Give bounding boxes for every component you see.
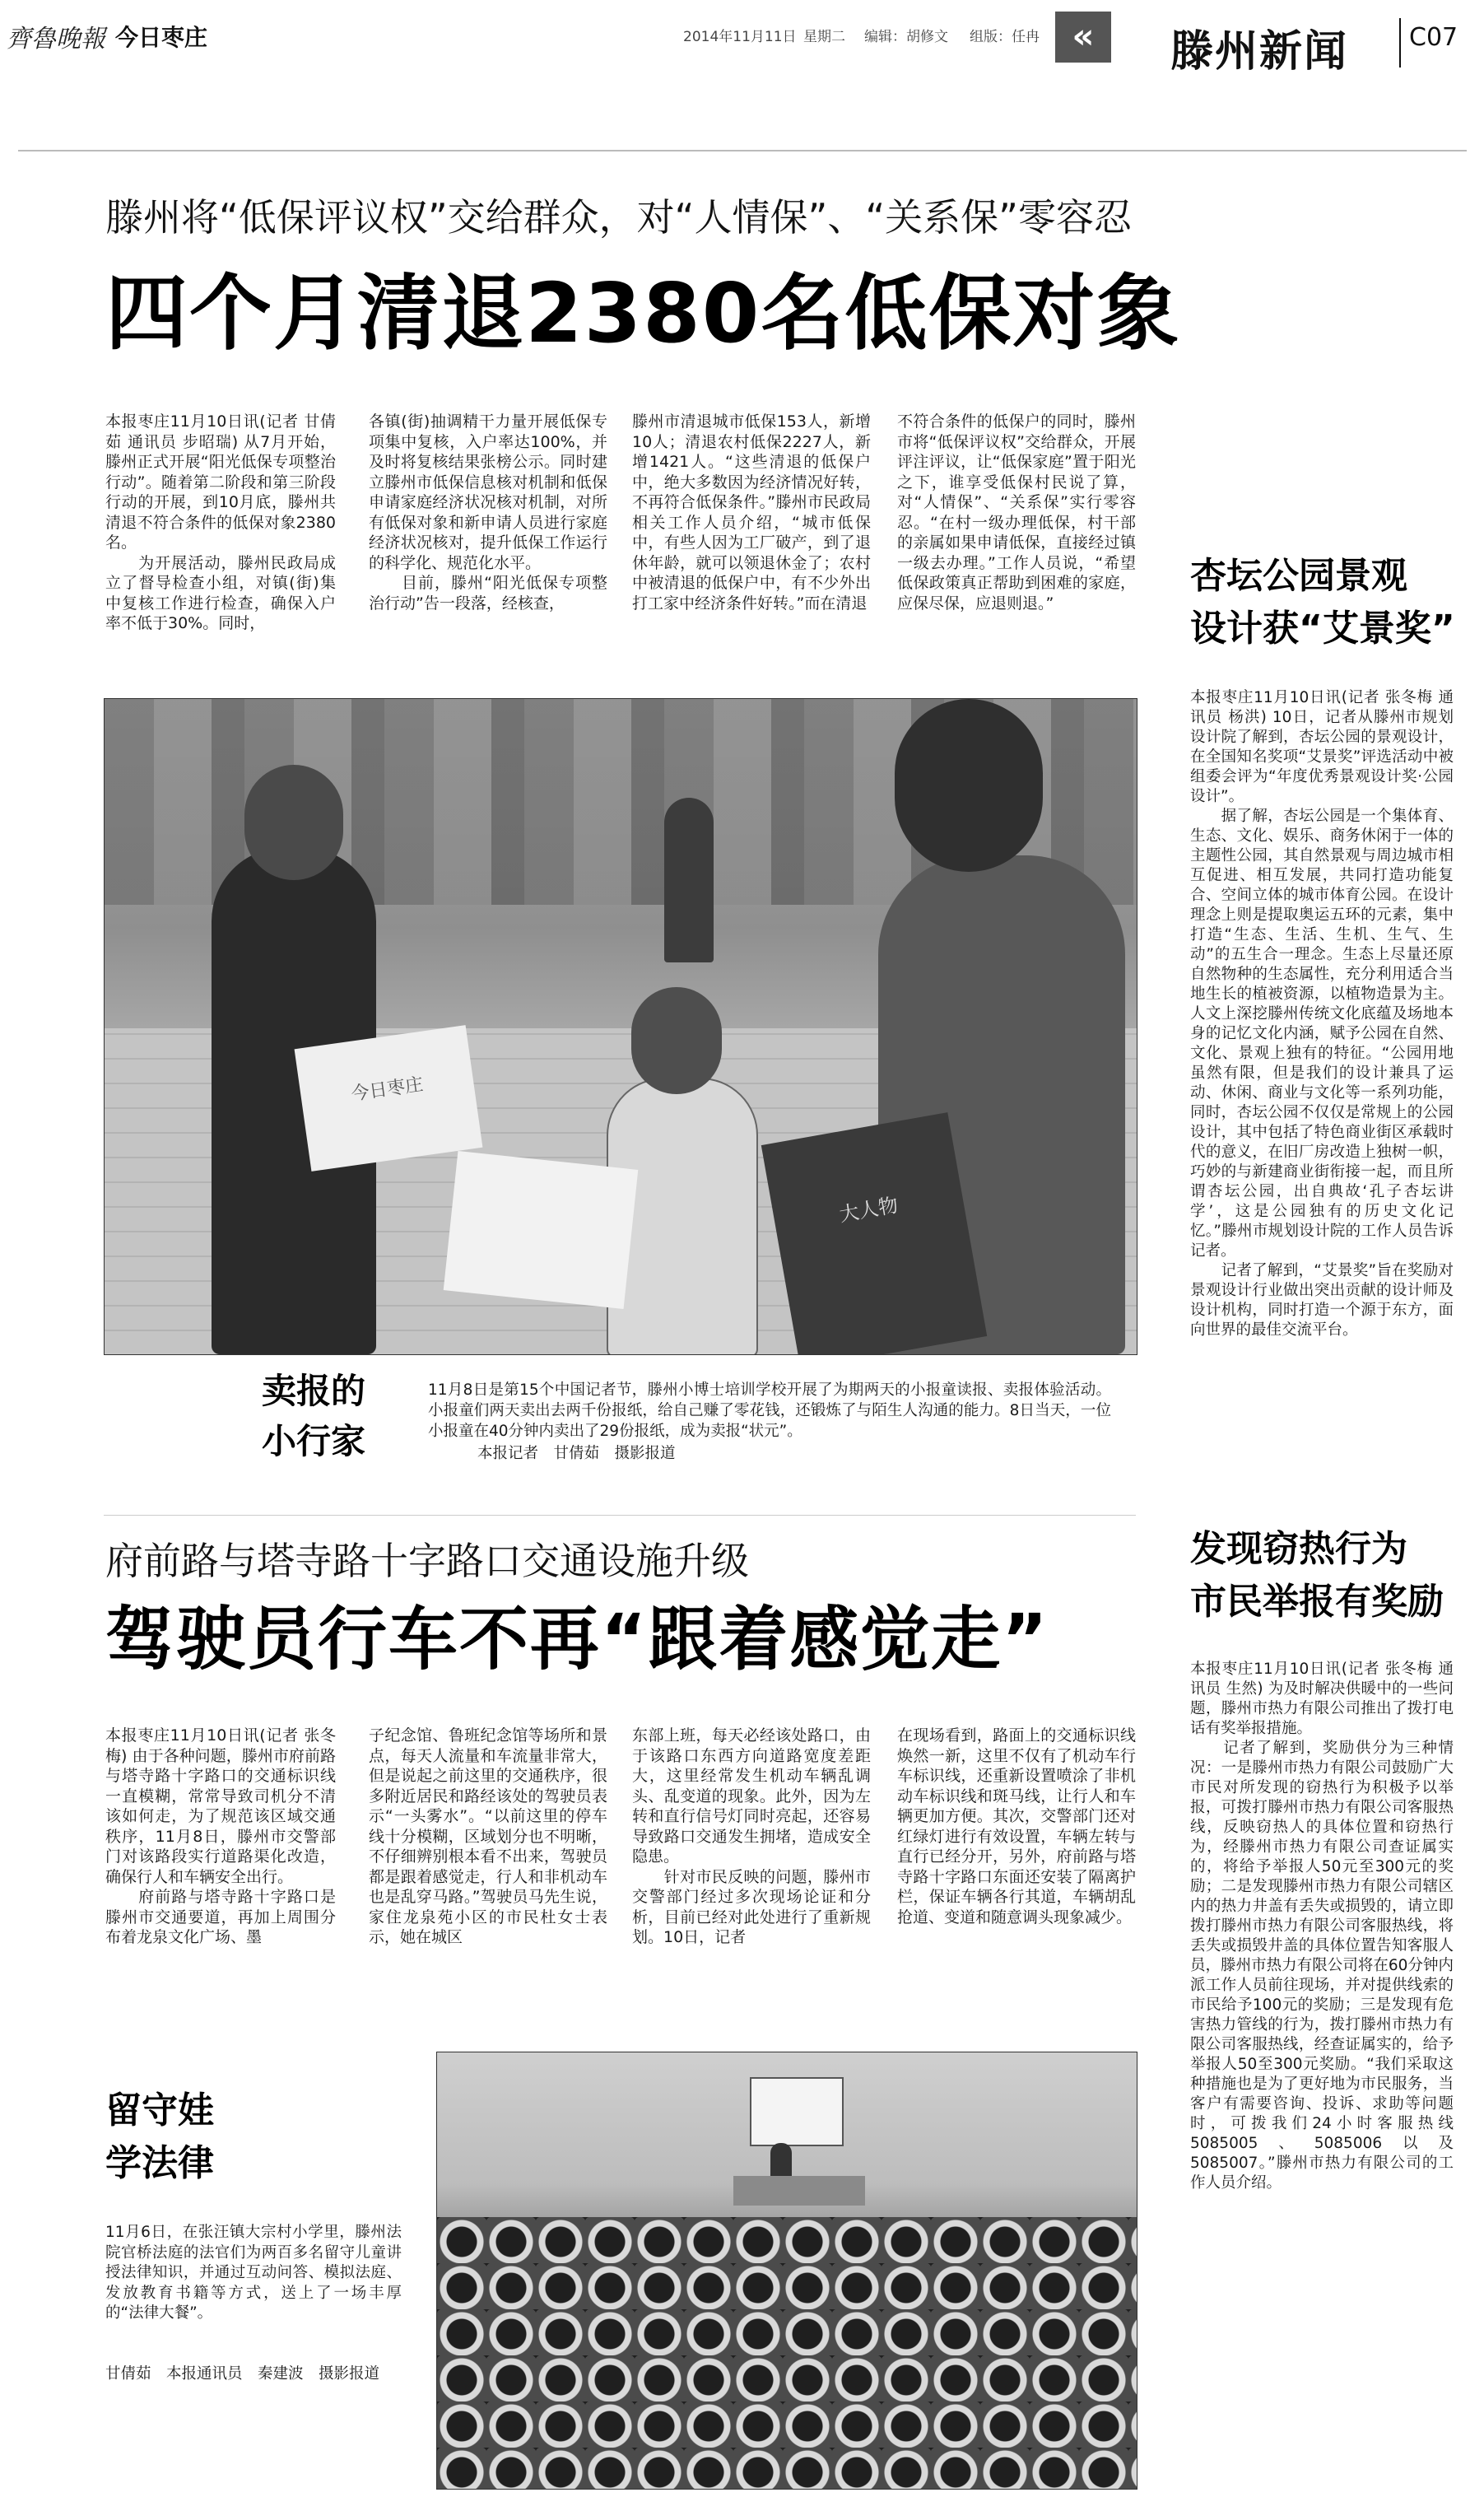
photo-pedestrian xyxy=(664,798,714,962)
photo-boy-head xyxy=(631,987,722,1094)
photo-newsboy xyxy=(104,698,1137,1355)
story1-col2: 各镇(街)抽调精干力量开展低保专项集中复核，入户率达100%，并及时将复核结果张榜公示。同时建立滕州市低保信息核对机制和低保申请家庭经济状况核对机制，对所有低保对象和新申请人员进行家庭经济状况核对，提升低保工作运行的科学化、规范化水平。 目前，滕州“阳光低保专项整治行动”告一段落，经核查， xyxy=(369,412,607,613)
sidebar1-title: 杏坛公园景观 设计获“艾景奖” xyxy=(1190,555,1455,650)
page-number: C07 xyxy=(1409,23,1458,52)
photo-newspaper-man: 今日枣庄 xyxy=(295,1025,483,1172)
masthead-logo: 齊魯晚報 xyxy=(7,25,105,54)
story2-kicker: 府前路与塔寺路十字路口交通设施升级 xyxy=(105,1539,749,1583)
photo-projector-screen xyxy=(750,2077,844,2146)
sidebar2-title: 发现窃热行为 市民举报有奖励 xyxy=(1190,1528,1444,1623)
header-divider xyxy=(1399,18,1401,68)
sidebar2-body: 本报枣庄11月10日讯(记者 张冬梅 通讯员 生然) 为及时解决供暖中的一些问题，滕州市热力有限公司推出了拨打电话有奖举报措施。 记者了解到，奖励供分为三种情况：一是滕州市热力有限公司鼓励广大市民对所发现的窃热行为积极予以举报，可拨打滕州市热力有限公司客服热线，反映窃热人的具体位置和窃热行为，经滕州市热力有限公司查证属实的，将给予举报人50元至300元的奖励；二是发现滕州市热力有限公司辖区内的热力井盖有丢失或损毁的，请立即拨打滕州市热力有限公司客服热线，将丢失或损毁井盖的具体位置告知客服人员，滕州市热力有限公司将在60分钟内派工作人员前往现场，并对提供线索的市民给予100元的奖励；三是发现有危害热力管线的行为，拨打滕州市热力有限公司客服热线，经查证属实的，给予举报人50至300元奖励。“我们采取这种措施也是为了更好地为市民服务，当客户有需要咨询、投诉、求助等问题时，可拨我们24小时客服热线5085005、5085006以及5085007。”滕州市热力有限公司的工作人员介绍。 xyxy=(1190,1661,1454,2192)
story2-rule xyxy=(104,1515,1136,1516)
photo-classroom xyxy=(436,2052,1137,2490)
story2-col3: 东部上班，每天必经该处路口，由于该路口东西方向道路宽度差距大，这里经常发生机动车辆乱调头、乱变道的现象。此外，因为左转和直行信号灯同时亮起，还容易导致路口交通发生拥堵，造成安全隐患。 针对市民反映的问题，滕州市交警部门经过多次现场论证和分析，目前已经对此处进行了重新规划。10日，记者 xyxy=(632,1726,871,1946)
photo2-credit: 甘倩茹 本报通讯员 秦建波 摄影报道 xyxy=(105,2365,380,2383)
story2-col1: 本报枣庄11月10日讯(记者 张冬梅) 由于各种问题，滕州市府前路与塔寺路十字路口的交通标识线一直模糊，常常导致司机分不清该如何走，为了规范该区域交通秩序，11月8日，滕州市交警部门对该路段实行道路渠化改造，确保行人和车辆安全出行。 府前路与塔寺路十字路口是滕州市交通要道，再加上周围分布着龙泉文化广场、墨 xyxy=(105,1726,336,1946)
story1-col3: 滕州市清退城市低保153人，新增10人；清退农村低保2227人，新增1421人。“这些清退的低保户中，绝大多数因为经济情况好转，不再符合低保条件。”滕州市民政局相关工作人员介绍，“城市低保中，有些人因为工厂破产，到了退休年龄，就可以领退休金了；农村中被清退的低保户中，有不少外出打工家中经济条件好转。”而在清退 xyxy=(632,412,871,613)
photo-woman-head xyxy=(895,699,1043,872)
sidebar1-body: 本报枣庄11月10日讯(记者 张冬梅 通讯员 杨洪) 10日，记者从滕州市规划设计院了解到，杏坛公园的景观设计，在全国知名奖项“艾景奖”评选活动中被组委会评为“年度优秀景观设计奖·公园设计”。 据了解，杏坛公园是一个集体育、生态、文化、娱乐、商务休闲于一体的主题性公园，其自然景观与周边城市相互促进、相互发展，共同打造功能复合、空间立体的城市体育公园。在设计理念上则是提取奥运五环的元素，集中打造“生态、生活、生机、生气、生动”的五生合一理念。生态上尽量还原自然物种的生态属性，充分利用适合当地生长的植被资源，以植物造景为主。人文上深挖滕州传统文化底蕴及场地本身的记忆文化内涵，赋予公园在自然、文化、景观上独有的特征。“公园用地虽然有限，但是我们的设计兼具了运动、休闲、商业与文化等一系列功能，同时，杏坛公园不仅仅是常规上的公园设计，其中包括了特色商业街区承载时代的意义，在旧厂房改造上独树一帜，巧妙的与新建商业街衔接一起，而且所谓杏坛公园，出自典故‘孔子杏坛讲学’，这是公园独有的历史文化记忆。”滕州市规划设计院的工作人员告诉记者。 记者了解到，“艾景奖”旨在奖励对景观设计行业做出突出贡献的设计师及设计机构，同时打造一个源于东方，面向世界的最佳交流平台。 xyxy=(1190,689,1454,1339)
edition-name: 今日枣庄 xyxy=(115,24,208,51)
photo-newspaper-boy xyxy=(444,1151,639,1309)
photo-podium xyxy=(733,2176,865,2206)
photo-man-head xyxy=(244,765,343,880)
story1-headline: 四个月清退2380名低保对象 xyxy=(105,265,1181,361)
photo1-credit: 本报记者 甘倩茹 摄影报道 xyxy=(477,1445,676,1462)
story1-kicker: 滕州将“低保评议权”交给群众，对“人情保”、“关系保”零容忍 xyxy=(105,195,1132,240)
story1-col4: 不符合条件的低保户的同时，滕州市将“低保评议权”交给群众，开展评注评议，让“低保家庭”置于阳光之下，谁享受低保村民说了算，对“人情保”、“关系保”实行零容忍。“在村一级办理低保，村干部的亲属如果申请低保，直接经过镇一级去办理。”工作人员说，“希望低保政策真正帮助到困难的家庭，应保尽保，应退则退。” xyxy=(897,412,1136,613)
photo2-caption: 11月6日，在张汪镇大宗村小学里，滕州法院官桥法庭的法官们为两百多名留守儿童讲授法律知识，并通过互动问答、模拟法庭、发放教育书籍等方式，送上了一场丰厚的“法律大餐”。 xyxy=(105,2224,402,2322)
photo1-caption: 11月8日是第15个中国记者节，滕州小博士培训学校开展了为期两天的小报童读报、卖报体验活动。小报童们两天卖出去两千份报纸，给自己赚了零花钱，还锻炼了与陌生人沟通的能力。8日当天，一位小报童在40分钟内卖出了29份报纸，成为卖报“状元”。 xyxy=(428,1381,1111,1440)
story1-col1: 本报枣庄11月10日讯(记者 甘倩茹 通讯员 步昭瑞) 从7月开始，滕州正式开展“阳光低保专项整治行动”。随着第二阶段和第三阶段行动的开展，到10月底，滕州共清退不符合条件的低保对象2380名。 为开展活动，滕州民政局成立了督导检查小组，对镇(街)集中复核工作进行检查，确保入户率不低于30%。同时， xyxy=(105,412,336,632)
photo-shopping-bag: 大人物 xyxy=(761,1112,987,1355)
story2-headline: 驾驶员行车不再“跟着感觉走” xyxy=(105,1599,1049,1679)
issue-weekday: 星期二 xyxy=(803,29,845,45)
section-arrow-icon: « xyxy=(1055,12,1111,63)
story2-col2: 子纪念馆、鲁班纪念馆等场所和景点，每天人流量和车流量非常大，但是说起之前这里的交通秩序，很多附近居民和路经该处的驾驶员表示“一头雾水”。“以前这里的停车线十分模糊，区域划分也不明晰，不仔细辨别根本看不出来，驾驶员都是跟着感觉走，行人和非机动车也是乱穿马路。”驾驶员马先生说，家住龙泉苑小区的市民杜女士表示，她在城区 xyxy=(369,1726,607,1946)
photo1-title: 卖报的 小行家 xyxy=(262,1371,366,1461)
header-rule xyxy=(18,150,1467,151)
story2-col4: 在现场看到，路面上的交通标识线焕然一新，这里不仅有了机动车行车标识线，还重新设置喷涂了非机动车标识线和斑马线，让行人和车辆更加方便。其次，交警部门还对红绿灯进行有效设置，车辆左转与直行已经分开，另外，府前路与塔寺路十字路口东面还安装了隔离护栏，保证车辆各行其道，车辆胡乱抢道、变道和随意调头现象减少。 xyxy=(897,1726,1136,1926)
issue-date: 2014年11月11日 xyxy=(683,29,797,45)
section-title: 滕州新闻 xyxy=(1170,26,1349,77)
photo-students-rows xyxy=(437,2217,1137,2489)
layout-credit: 组版：任冉 xyxy=(970,29,1040,45)
photo2-title: 留守娃 学法律 xyxy=(105,2089,214,2184)
editor-credit: 编辑：胡修文 xyxy=(864,29,948,45)
